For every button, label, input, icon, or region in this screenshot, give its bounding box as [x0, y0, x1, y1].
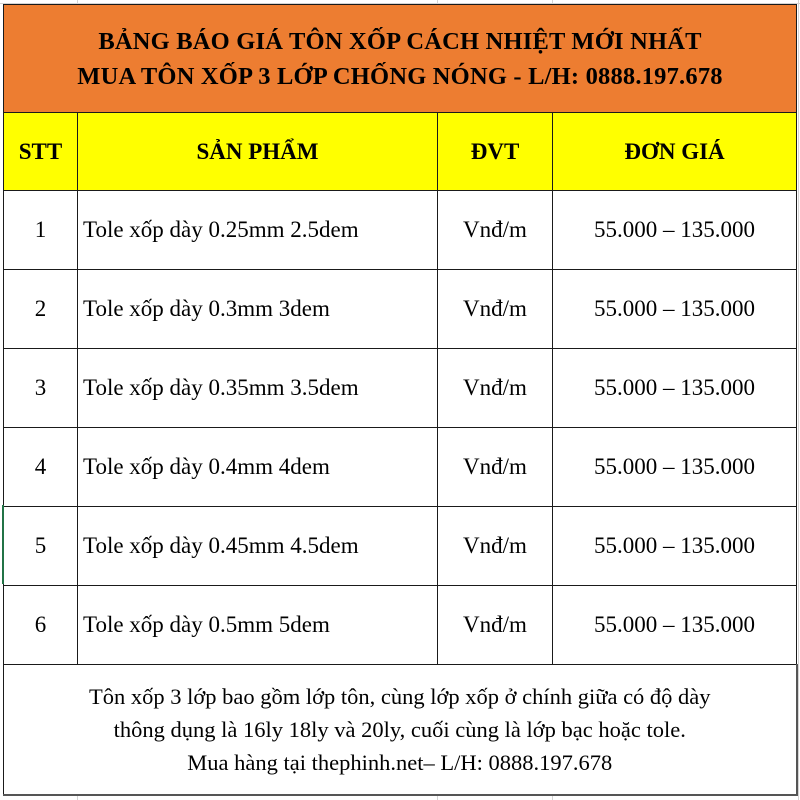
cell-product[interactable]: Tole xốp dày 0.4mm 4dem — [78, 428, 438, 507]
footer-line-3: Mua hàng tại thephinh.net– L/H: 0888.197.678 — [187, 750, 613, 775]
table-row — [4, 507, 797, 586]
footer-note-cell[interactable] — [4, 665, 797, 796]
footer-line-1: Tôn xốp 3 lớp bao gồm lớp tôn, cùng lớp xốp ở chính giữa có độ dày — [88, 684, 711, 709]
cell-unit[interactable]: Vnđ/m — [438, 586, 553, 665]
cell-price[interactable]: 55.000 – 135.000 — [553, 270, 797, 349]
sheet-gridline — [798, 0, 799, 800]
footer-row — [4, 665, 797, 796]
cell-unit[interactable]: Vnđ/m — [438, 349, 553, 428]
cell-product[interactable]: Tole xốp dày 0.35mm 3.5dem — [78, 349, 438, 428]
cell-price[interactable]: 55.000 – 135.000 — [553, 428, 797, 507]
table-row — [4, 191, 797, 270]
cell-product[interactable]: Tole xốp dày 0.3mm 3dem — [78, 270, 438, 349]
cell-stt[interactable]: 6 — [4, 586, 78, 665]
price-table — [3, 4, 798, 796]
table-row — [4, 270, 797, 349]
cell-unit[interactable]: Vnđ/m — [438, 191, 553, 270]
table-row — [4, 349, 797, 428]
cell-price[interactable]: 55.000 – 135.000 — [553, 586, 797, 665]
cell-price[interactable]: 55.000 – 135.000 — [553, 507, 797, 586]
header-row — [4, 113, 797, 191]
cell-stt[interactable]: 4 — [4, 428, 78, 507]
cell-selection-indicator — [2, 505, 4, 584]
footer-line-2: thông dụng là 16ly 18ly và 20ly, cuối cùng là lớp bạc hoặc tole. — [113, 717, 686, 742]
cell-unit[interactable]: Vnđ/m — [438, 270, 553, 349]
table-row — [4, 586, 797, 665]
header-stt[interactable]: STT — [4, 113, 78, 191]
title-cell[interactable] — [4, 5, 797, 113]
cell-stt[interactable]: 2 — [4, 270, 78, 349]
header-price[interactable]: ĐƠN GIÁ — [553, 113, 797, 191]
cell-stt[interactable]: 1 — [4, 191, 78, 270]
cell-product[interactable]: Tole xốp dày 0.25mm 2.5dem — [78, 191, 438, 270]
cell-unit[interactable]: Vnđ/m — [438, 428, 553, 507]
header-product[interactable]: SẢN PHẨM — [78, 113, 438, 191]
title-line-2: MUA TÔN XỐP 3 LỚP CHỐNG NÓNG - L/H: 0888.197.678 — [77, 62, 723, 90]
cell-price[interactable]: 55.000 – 135.000 — [553, 349, 797, 428]
cell-stt[interactable]: 3 — [4, 349, 78, 428]
cell-product[interactable]: Tole xốp dày 0.5mm 5dem — [78, 586, 438, 665]
cell-unit[interactable]: Vnđ/m — [438, 507, 553, 586]
cell-product[interactable]: Tole xốp dày 0.45mm 4.5dem — [78, 507, 438, 586]
cell-stt[interactable]: 5 — [4, 507, 78, 586]
cell-price[interactable]: 55.000 – 135.000 — [553, 191, 797, 270]
title-row — [4, 5, 797, 113]
header-unit[interactable]: ĐVT — [438, 113, 553, 191]
table-row — [4, 428, 797, 507]
title-line-1: BẢNG BÁO GIÁ TÔN XỐP CÁCH NHIỆT MỚI NHẤT — [98, 27, 702, 55]
